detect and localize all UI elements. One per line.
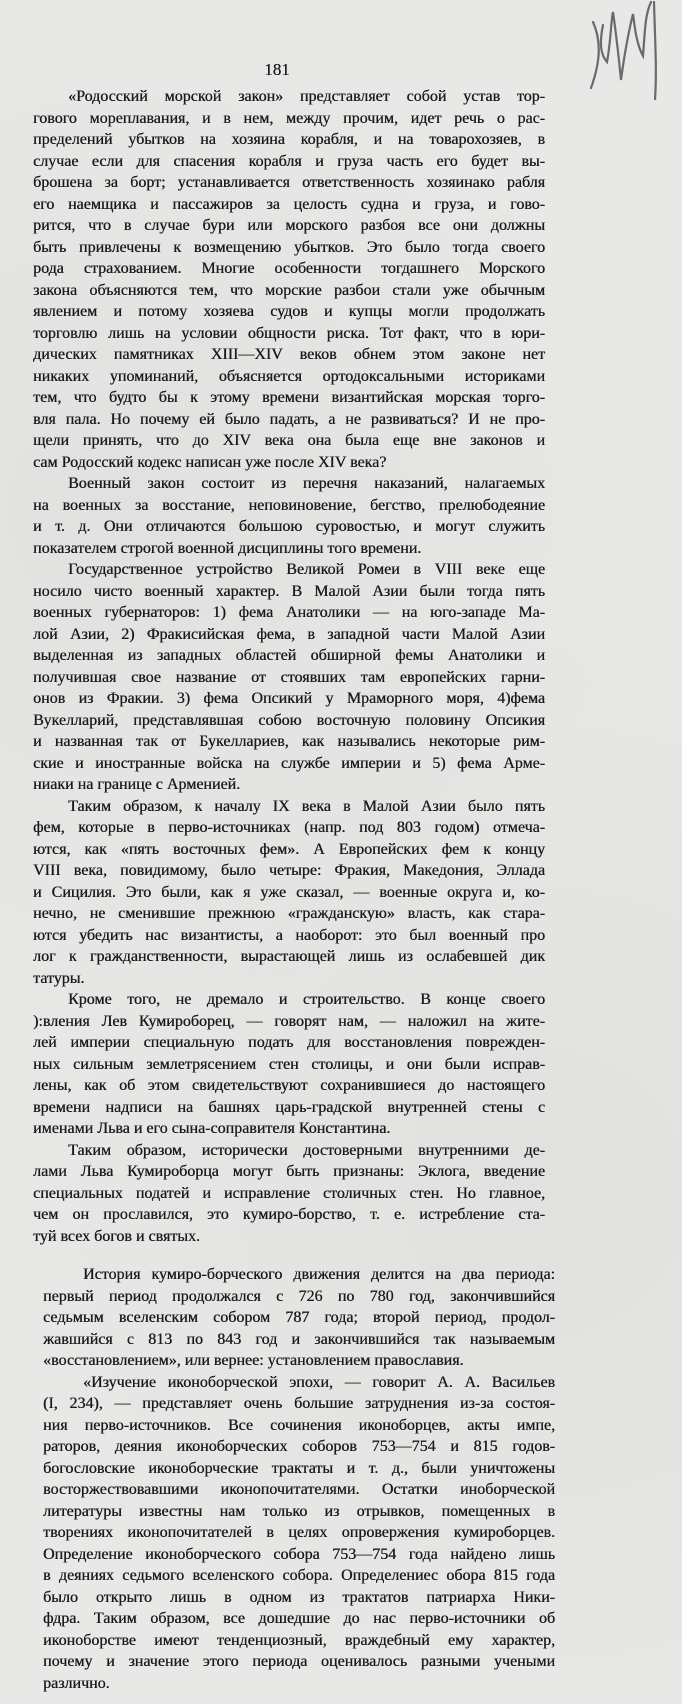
paragraph (43, 1372, 555, 1695)
text-line: торговлю лишь на условии общности риска. Тот факт, что в юри- (33, 324, 545, 342)
text-line: различно. (43, 1674, 110, 1692)
paragraph (33, 796, 545, 990)
paragraph (33, 86, 545, 473)
text-line: именами Льва и его сына-соправителя Константина. (33, 1120, 391, 1137)
text-line: ские и иностранные войска на службе империи и 5) фема Арме- (33, 754, 545, 772)
text-line: лог к гражданственности, вырастающей лишь из ослабевшей дик (33, 948, 545, 965)
text-line: литературы известны нам только из отрывков, помещенных в (43, 1502, 555, 1520)
text-line: туй всех богов и святых. (33, 1227, 200, 1245)
text-block-main (33, 86, 545, 1247)
text-line: седьмым вселенским собором 787 года; второй период, продол- (43, 1309, 555, 1326)
text-line: сам Родосский кодекс написан уже после XIV века? (33, 453, 387, 471)
text-line: вля пала. Но почему ей было падать, а не развиваться? И не про- (33, 410, 545, 428)
text-line: Государственное устройство Великой Ромеи в VIII веке еще (68, 561, 545, 578)
text-line: ных сильным землетрясением стен столицы, и они были исправ- (33, 1055, 545, 1073)
text-line: фем, которые в перво-источниках (напр. под 803 годом) отмеча- (33, 819, 545, 836)
text-line: ниаки на границе с Арменией. (33, 776, 241, 793)
text-line: и Сицилия. Это были, как я уже сказал, — военные округа и, ко- (33, 883, 545, 901)
text-line: онов из Фракии. 3) фема Опсикий у Мраморного моря, 4)фема (33, 690, 545, 707)
handwritten-mark (585, 0, 675, 100)
text-line: «Изучение иконоборческой эпохи, — говорит А. А. Васильев (83, 1373, 555, 1391)
text-line: носило чисто военный характер. В Малой Азии были тогда пять (33, 582, 545, 600)
text-line: История кумиро-борческого движения делится на два периода: (83, 1266, 555, 1283)
text-line: татуры. (33, 969, 85, 987)
text-line: раторов, деяния иконоборческих соборов 753—754 и 815 годов- (43, 1438, 555, 1455)
paragraph (33, 559, 545, 796)
text-line: ются убедить нас византисты, а наоборот: это был военный про (33, 926, 545, 944)
text-line: Определение иконоборческого собора 753—754 года найдено лишь (43, 1545, 555, 1563)
text-line: гового мореплавания, и в нем, между прочим, идет речь о рас- (33, 109, 545, 127)
text-line: Таким образом, к началу IX века в Малой Азии было пять (68, 797, 545, 815)
text-line: случае если для спасения корабля и груза часть его будет вы- (33, 152, 545, 170)
text-line: Вукелларий, представлявшая собою восточную половину Опсикия (33, 711, 545, 729)
text-line: лами Льва Кумироборца могут быть признаны: Эклога, введение (33, 1163, 545, 1180)
text-line: быть привлечены к возмещению убытков. Это было тогда своего (33, 238, 545, 256)
text-line: показателем строгой военной дисциплины того времени. (33, 539, 422, 557)
page-number: 181 (264, 60, 290, 79)
text-line: и т. д. Они отличаются большою суровостью, и могут служить (33, 518, 545, 535)
text-line: ются, как «пять восточных фем». А Европейских фем к концу (33, 840, 545, 858)
text-line: нечно, не сменившие прежнюю «гражданскую» власть, как стара- (33, 905, 545, 922)
text-line: рится, что в случае бури или морского разбоя все они должны (33, 217, 545, 234)
text-line: иконоборстве имеют тенденциозный, враждебный ему характер, (43, 1631, 555, 1649)
text-line: «Родосский морской закон» представляет собой устав тор- (68, 88, 545, 105)
text-line: дических памятниках XIII—XIV веков обнем этом законе нет (33, 346, 545, 363)
text-line: лей империи специальную подать для восстановления поврежден- (33, 1034, 545, 1051)
text-line: тем, что будто бы к этому времени византийская морская торго- (33, 389, 545, 406)
text-line: закона объясняются тем, что морские разбои стали уже обычным (33, 281, 545, 299)
text-line: (I, 234), — представляет очень большие затруднения из-за состоя- (43, 1395, 555, 1412)
text-line: времени надписи на башнях царь-градской внутренней стены с (33, 1098, 545, 1116)
text-line: явлением и потому хозяева судов и купцы могли продолжать (33, 303, 545, 320)
text-line: ):вления Лев Кумироборец, — говорят нам, — наложил на жите- (33, 1012, 545, 1030)
paragraph (43, 1264, 555, 1372)
text-line: рода страхованием. Многие особенности тогдашнего Морского (33, 260, 545, 277)
text-line: Кроме того, не дремало и строительство. В конце своего (68, 991, 545, 1008)
text-line: восторжествовавшими иконопочитателями. Остатки иноборческой (43, 1481, 555, 1498)
text-line: пределений убытков на хозяина корабля, и на товарохозяев, в (33, 131, 545, 148)
text-line: на военных за восстание, неповиновение, бегство, прелюбодеяние (33, 496, 545, 514)
text-line: получившая свое название от стоявших там европейских гарни- (33, 668, 545, 686)
text-line: и названная так от Букеллариев, как назывались некоторые рим- (33, 733, 545, 750)
paragraph (33, 989, 545, 1140)
text-line: богословские иконоборческие трактаты и т. д., были уничтожены (43, 1459, 555, 1477)
text-line: VIII века, повидимому, было четыре: Фракия, Македония, Эллада (33, 862, 545, 879)
text-line: жавшийся с 813 по 843 год и закончившийся так называемым (43, 1330, 555, 1348)
text-line: творениях иконопочитателей в целях опровержения кумироборцев. (43, 1524, 555, 1541)
paragraph (33, 1140, 545, 1248)
text-line: первый период продолжался с 726 по 780 год, закончившийся (43, 1287, 555, 1305)
text-line: чем он прославился, это кумиро-борство, т. е. истребление ста- (33, 1206, 545, 1223)
text-line: лой Азии, 2) Фракисийская фема, в западной части Малой Азии (33, 625, 545, 643)
paragraph (33, 473, 545, 559)
text-line: лены, как об этом свидетельствуют сохранившиеся до настоящего (33, 1077, 545, 1094)
text-line: выделенная из западных областей обширной фемы Анатолики и (33, 647, 545, 664)
text-line: фдра. Таким образом, все дошедшие до нас перво-источники об (43, 1610, 555, 1627)
text-line: Военный закон состоит из перечня наказаний, налагаемых (68, 475, 545, 492)
text-line: военных губернаторов: 1) фема Анатолики — на юго-западе Ма- (33, 604, 545, 621)
text-line: брошена за борт; устанавливается ответственность хозяинако рабля (33, 174, 545, 191)
text-line: Таким образом, исторически достоверными внутренними де- (68, 1141, 545, 1159)
text-line: специальных податей и исправление столичных стен. Но главное, (33, 1184, 545, 1202)
text-block-iconoclasm (43, 1264, 555, 1694)
text-line: в деяниях седьмого вселенского собора. Определениес обора 815 года (43, 1567, 555, 1584)
text-line: никаких упоминаний, объясняется ортодоксальными историками (33, 367, 545, 385)
text-line: «восстановлением», или вернее: установлением православия. (43, 1352, 464, 1369)
text-line: почему и значение этого периода оценивалось разными учеными (43, 1653, 555, 1670)
text-line: щели принять, что до XIV века она была еще вне законов и (33, 432, 545, 449)
text-line: было открыто лишь в одном из трактатов патриарха Ники- (43, 1588, 555, 1606)
text-line: его наемщика и пассажиров за целость судна и груза, и гово- (33, 195, 545, 213)
text-line: ния перво-источников. Все сочинения иконоборцев, акты импе, (43, 1416, 555, 1434)
